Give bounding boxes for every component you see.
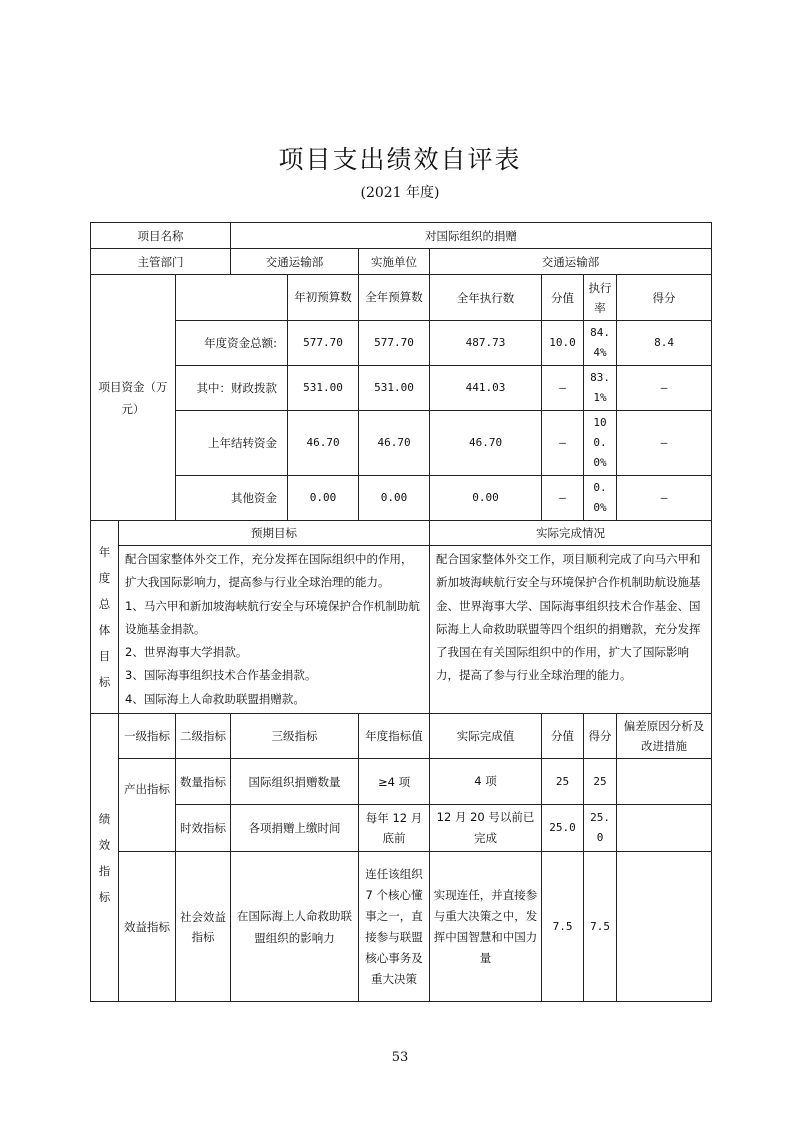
funds-row-rate: 83.1% (584, 366, 617, 411)
funds-row-full: 577.70 (359, 321, 430, 366)
funds-row-init: 577.70 (288, 321, 359, 366)
funds-row-init: 531.00 (288, 366, 359, 411)
dept-value: 交通运输部 (231, 249, 359, 275)
funds-row-score: — (617, 476, 712, 521)
perf-row-l2: 社会效益指标 (176, 852, 231, 1002)
perf-row-scoreval: 25 (542, 759, 584, 805)
perf-header-l2: 二级指标 (176, 714, 231, 759)
funds-row-label: 其中：财政拨款 (176, 366, 288, 411)
project-name-label: 项目名称 (91, 223, 231, 249)
perf-row-l3: 各项捐赠上缴时间 (231, 805, 359, 852)
funds-row-exec: 46.70 (430, 411, 542, 476)
perf-header-score: 得分 (584, 714, 617, 759)
perf-row-actual: 12 月 20 号以前已完成 (430, 805, 542, 852)
perf-effect-label: 效益指标 (119, 852, 176, 1002)
perf-row-actual: 4 项 (430, 759, 542, 805)
funds-header-scoreval: 分值 (542, 275, 584, 321)
funds-row-score: — (617, 411, 712, 476)
perf-header-actual: 实际完成值 (430, 714, 542, 759)
perf-row-score: 7.5 (584, 852, 617, 1002)
funds-row-rate: 0.0% (584, 476, 617, 521)
project-name-value: 对国际组织的捐赠 (231, 223, 712, 249)
funds-row-exec: 0.00 (430, 476, 542, 521)
perf-row-actual: 实现连任，并直接参与重大决策之中，发挥中国智慧和中国力量 (430, 852, 542, 1002)
impl-label: 实施单位 (359, 249, 430, 275)
goals-label-text: 年度总体目标 (98, 545, 111, 690)
funds-header-full: 全年预算数 (359, 275, 430, 321)
funds-row-label: 上年结转资金 (176, 411, 288, 476)
perf-label (91, 714, 119, 1002)
goals-label (91, 521, 119, 714)
goals-expected-text: 配合国家整体外交工作，充分发挥在国际组织中的作用，扩大我国际影响力，提高参与行业全球治理的能力。 1、马六甲和新加坡海峡航行安全与环境保护合作机制助航设施基金捐款。 2、世界海事大学捐款。 3、国际海事组织技术合作基金捐款。 4、国际海上人命救助联盟捐赠款。 (119, 546, 430, 714)
perf-row-note (617, 852, 712, 1002)
funds-header-rate: 执行率 (584, 275, 617, 321)
goals-actual-text: 配合国家整体外交工作，项目顺利完成了向马六甲和新加坡海峡航行安全与环境保护合作机制助航设施基金、世界海事大学、国际海事组织技术合作基金、国际海上人命救助联盟等四个组织的捐赠款，充分发挥了我国在有关国际组织中的作用，扩大了国际影响力，提高了参与行业全球治理的能力。 (430, 546, 712, 714)
funds-label: 项目资金（万元） (91, 275, 176, 521)
perf-header-l3: 三级指标 (231, 714, 359, 759)
perf-row-note (617, 759, 712, 805)
perf-header-target: 年度指标值 (359, 714, 430, 759)
funds-header-init: 年初预算数 (288, 275, 359, 321)
page-subtitle: (2021 年度) (360, 185, 440, 201)
funds-row-scoreval: — (542, 366, 584, 411)
perf-row-scoreval: 7.5 (542, 852, 584, 1002)
funds-row-scoreval: — (542, 476, 584, 521)
perf-row-target: ≥4 项 (359, 759, 430, 805)
impl-value: 交通运输部 (430, 249, 712, 275)
perf-output-label: 产出指标 (119, 759, 176, 852)
perf-row-l3: 国际组织捐赠数量 (231, 759, 359, 805)
funds-header-exec: 全年执行数 (430, 275, 542, 321)
perf-row-scoreval: 25.0 (542, 805, 584, 852)
perf-row-note (617, 805, 712, 852)
perf-row-score: 25 (584, 759, 617, 805)
funds-row-label: 年度资金总额: (176, 321, 288, 366)
goals-actual-header: 实际完成情况 (430, 521, 712, 546)
goals-expected-header: 预期目标 (119, 521, 430, 546)
funds-row-full: 0.00 (359, 476, 430, 521)
funds-blank-header (176, 275, 288, 321)
funds-row-scoreval: 10.0 (542, 321, 584, 366)
funds-row-rate: 84.4% (584, 321, 617, 366)
funds-row-scoreval: — (542, 411, 584, 476)
perf-row-target: 每年 12 月底前 (359, 805, 430, 852)
funds-row-rate: 100.0% (584, 411, 617, 476)
self-evaluation-table (90, 222, 712, 1002)
funds-row-exec: 441.03 (430, 366, 542, 411)
funds-row-init: 0.00 (288, 476, 359, 521)
perf-row-score: 25.0 (584, 805, 617, 852)
funds-row-score: 8.4 (617, 321, 712, 366)
perf-header-scoreval: 分值 (542, 714, 584, 759)
funds-row-exec: 487.73 (430, 321, 542, 366)
page-number: 53 (391, 1050, 409, 1065)
dept-label: 主管部门 (91, 249, 231, 275)
funds-row-full: 531.00 (359, 366, 430, 411)
page-title: 项目支出绩效自评表 (278, 145, 522, 174)
funds-row-full: 46.70 (359, 411, 430, 476)
funds-header-score: 得分 (617, 275, 712, 321)
perf-row-l2: 时效指标 (176, 805, 231, 852)
perf-header-l1: 一级指标 (119, 714, 176, 759)
perf-row-target: 连任该组织 7 个核心懂事之一，直接参与联盟核心事务及重大决策 (359, 852, 430, 1002)
perf-row-l3: 在国际海上人命救助联盟组织的影响力 (231, 852, 359, 1002)
funds-row-label: 其他资金 (176, 476, 288, 521)
perf-header-note: 偏差原因分析及改进措施 (617, 714, 712, 759)
funds-row-score: — (617, 366, 712, 411)
perf-row-l2: 数量指标 (176, 759, 231, 805)
funds-row-init: 46.70 (288, 411, 359, 476)
perf-label-text: 绩效指标 (98, 811, 111, 904)
